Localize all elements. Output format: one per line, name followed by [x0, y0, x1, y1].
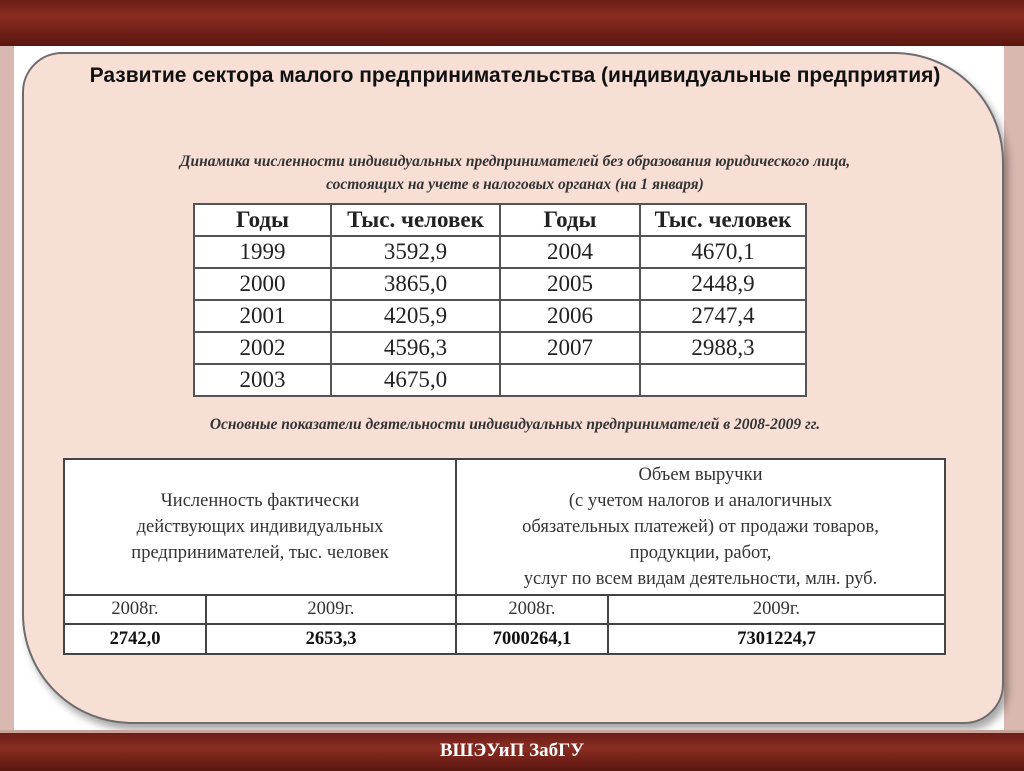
table-cell: 2004 [500, 236, 640, 268]
top-decorative-bar [0, 0, 1024, 49]
right-border [1004, 46, 1024, 730]
table1-caption [60, 150, 970, 196]
col-header-thousand-people: Тыс. человек [640, 204, 806, 236]
table-row [194, 332, 806, 364]
slide-title: Развитие сектора малого предпринимательства (индивидуальные предприятия) [89, 64, 941, 87]
entrepreneurs-dynamics-table [193, 203, 807, 397]
header-line: (с учетом налогов и аналогичных [568, 491, 833, 511]
year-cell: 2008г. [64, 595, 206, 624]
table-cell [640, 364, 806, 396]
table-cell: 2001 [194, 300, 331, 332]
value-cell: 2742,0 [64, 624, 206, 654]
footer-institution: ВШЭУиП ЗабГУ [439, 740, 585, 761]
table-cell: 1999 [194, 236, 331, 268]
table-cell: 2747,4 [640, 300, 806, 332]
table-row [194, 300, 806, 332]
table-cell: 2002 [194, 332, 331, 364]
table-row [194, 268, 806, 300]
year-cell: 2008г. [456, 595, 608, 624]
table-header-row [194, 204, 806, 236]
header-entrepreneurs-count [64, 459, 456, 595]
header-revenue-volume [456, 459, 945, 595]
table-cell: 2988,3 [640, 332, 806, 364]
year-cell: 2009г. [206, 595, 456, 624]
table-cell: 2003 [194, 364, 331, 396]
indicators-table [63, 458, 946, 655]
values-row [64, 624, 945, 654]
table-cell: 2000 [194, 268, 331, 300]
table-cell: 3592,9 [331, 236, 500, 268]
table-cell: 4670,1 [640, 236, 806, 268]
header-line: услуг по всем видам деятельности, млн. руб. [523, 569, 878, 589]
left-border [0, 46, 14, 730]
table-cell: 2448,9 [640, 268, 806, 300]
table1-caption-line1: Динамика численности индивидуальных предпринимателей без образования юридического лица, [179, 153, 851, 170]
table-cell: 4675,0 [331, 364, 500, 396]
table-cell: 2006 [500, 300, 640, 332]
table-cell: 4205,9 [331, 300, 500, 332]
header-line: обязательных платежей) от продажи товаров, [522, 517, 879, 537]
table2-caption: Основные показатели деятельности индивидуальных предпринимателей в 2008-2009 гг. [209, 416, 821, 433]
table-cell: 3865,0 [331, 268, 500, 300]
year-cell: 2009г. [608, 595, 945, 624]
header-line: действующих индивидуальных [136, 517, 384, 537]
value-cell: 2653,3 [206, 624, 456, 654]
col-header-thousand-people: Тыс. человек [331, 204, 500, 236]
col-header-years: Годы [500, 204, 640, 236]
header-line: Объем выручки [638, 465, 763, 485]
years-row [64, 595, 945, 624]
col-header-years: Годы [194, 204, 331, 236]
table-header-row [64, 459, 945, 595]
header-line: Численность фактически [160, 491, 360, 511]
value-cell: 7301224,7 [608, 624, 945, 654]
table-cell: 4596,3 [331, 332, 500, 364]
table1-caption-line2: состоящих на учете в налоговых органах (на 1 января) [326, 176, 704, 193]
header-line: предпринимателей, тыс. человек [131, 543, 389, 563]
table-cell: 2005 [500, 268, 640, 300]
value-cell: 7000264,1 [456, 624, 608, 654]
table-row [194, 236, 806, 268]
header-line: продукции, работ, [629, 543, 772, 563]
table-row [194, 364, 806, 396]
table-cell: 2007 [500, 332, 640, 364]
table-cell [500, 364, 640, 396]
